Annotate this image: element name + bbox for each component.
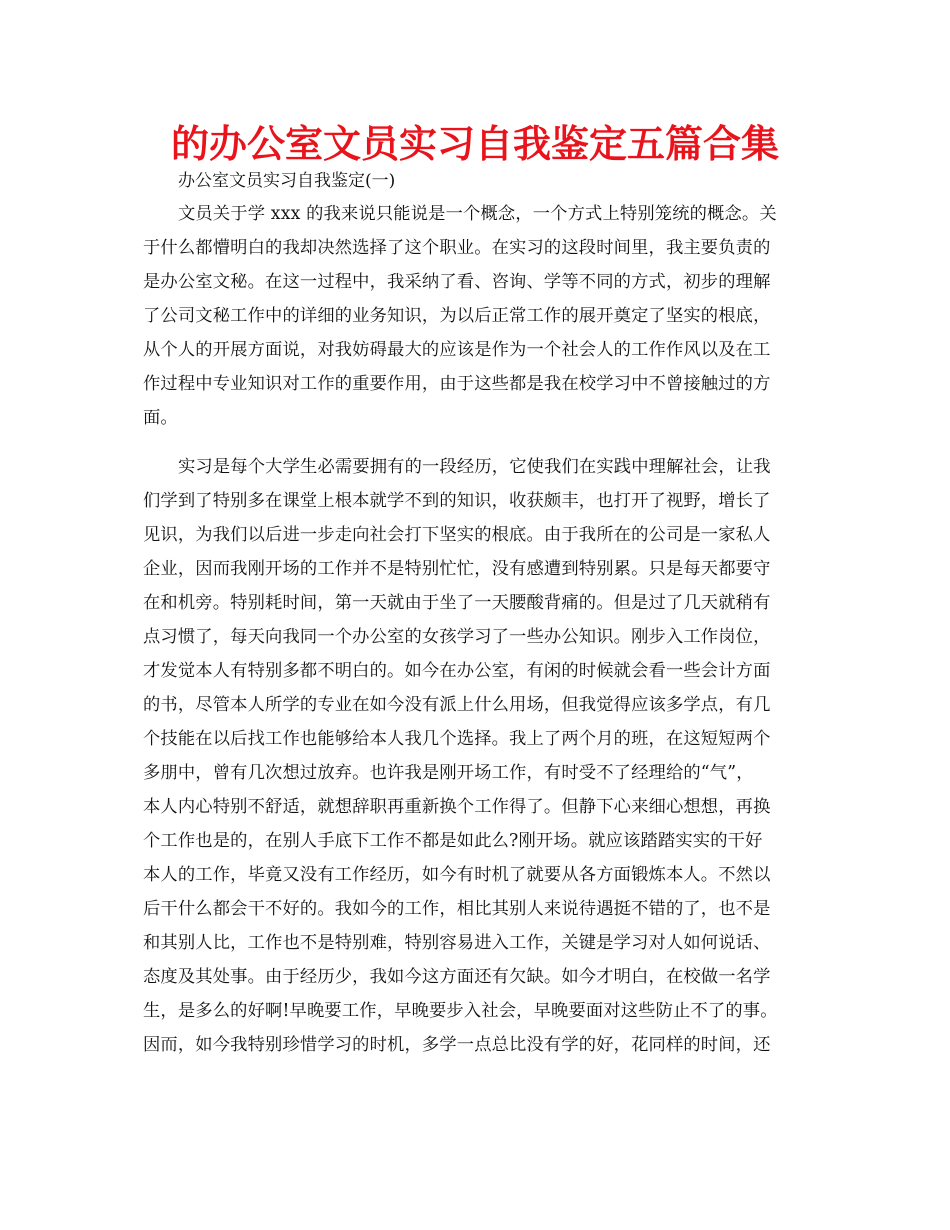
text-line: 本人内心特别不舒适，就想辞职再重新换个工作得了。但静下心来细心想想，再换 [143, 797, 771, 817]
section-subtitle: 办公室文员实习自我鉴定(一) [178, 171, 396, 191]
text-line: 生，是多么的好啊!早晚要工作，早晚要步入社会，早晚要面对这些防止不了的事。 [143, 1001, 778, 1021]
text-line: 实习是每个大学生必需要拥有的一段经历，它使我们在实践中理解社会，让我 [178, 457, 771, 477]
text-line: 因而，如今我特别珍惜学习的时机，多学一点总比没有学的好，花同样的时间，还 [143, 1035, 771, 1055]
text-line: 本人的工作，毕竟又没有工作经历，如今有时机了就要从各方面锻炼本人。不然以 [143, 865, 771, 885]
text-line: 在和机旁。特别耗时间，第一天就由于坐了一天腰酸背痛的。但是过了几天就稍有 [143, 593, 771, 613]
text-line: 个技能在以后找工作也能够给本人我几个选择。我上了两个月的班，在这短短两个 [143, 729, 771, 749]
text-line: 面。 [143, 408, 178, 428]
text-line: 见识，为我们以后进一步走向社会打下坚实的根底。由于我所在的公司是一家私人 [143, 525, 771, 545]
document-title: 的办公室文员实习自我鉴定五篇合集 [170, 122, 779, 166]
text-line: 文员关于学 xxx 的我来说只能说是一个概念，一个方式上特别笼统的概念。关 [178, 204, 777, 224]
text-line: 了公司文秘工作中的详细的业务知识，为以后正常工作的展开奠定了坚实的根底， [143, 306, 771, 326]
text-line: 才发觉本人有特别多都不明白的。如今在办公室，有闲的时候就会看一些会计方面 [143, 661, 771, 681]
text-line: 企业，因而我刚开场的工作并不是特别忙忙，没有感遭到特别累。只是每天都要守 [143, 559, 771, 579]
text-line: 和其别人比，工作也不是特别难，特别容易进入工作，关键是学习对人如何说话、 [143, 933, 771, 953]
text-line: 态度及其处事。由于经历少，我如今这方面还有欠缺。如今才明白，在校做一名学 [143, 967, 771, 987]
text-line: 个工作也是的，在别人手底下工作不都是如此么?刚开场。就应该踏踏实实的干好 [143, 831, 763, 851]
text-line: 们学到了特别多在课堂上根本就学不到的知识，收获颇丰，也打开了视野，增长了 [143, 491, 771, 511]
text-line: 从个人的开展方面说，对我妨碍最大的应该是作为一个社会人的工作作风以及在工 [143, 340, 771, 360]
text-line: 是办公室文秘。在这一过程中，我采纳了看、咨询、学等不同的方式，初步的理解 [143, 272, 771, 292]
text-line: 的书，尽管本人所学的专业在如今没有派上什么用场，但我觉得应该多学点，有几 [143, 695, 771, 715]
text-line: 于什么都懵明白的我却决然选择了这个职业。在实习的这段时间里，我主要负责的 [143, 238, 771, 258]
text-line: 多朋中，曾有几次想过放弃。也许我是刚开场工作，有时受不了经理给的“气”， [143, 763, 754, 783]
text-line: 作过程中专业知识对工作的重要作用，由于这些都是我在校学习中不曾接触过的方 [143, 374, 771, 394]
text-line: 后干什么都会干不好的。我如今的工作，相比其别人来说待遇挺不错的了，也不是 [143, 899, 771, 919]
text-line: 点习惯了，每天向我同一个办公室的女孩学习了一些办公知识。刚步入工作岗位， [143, 627, 771, 647]
